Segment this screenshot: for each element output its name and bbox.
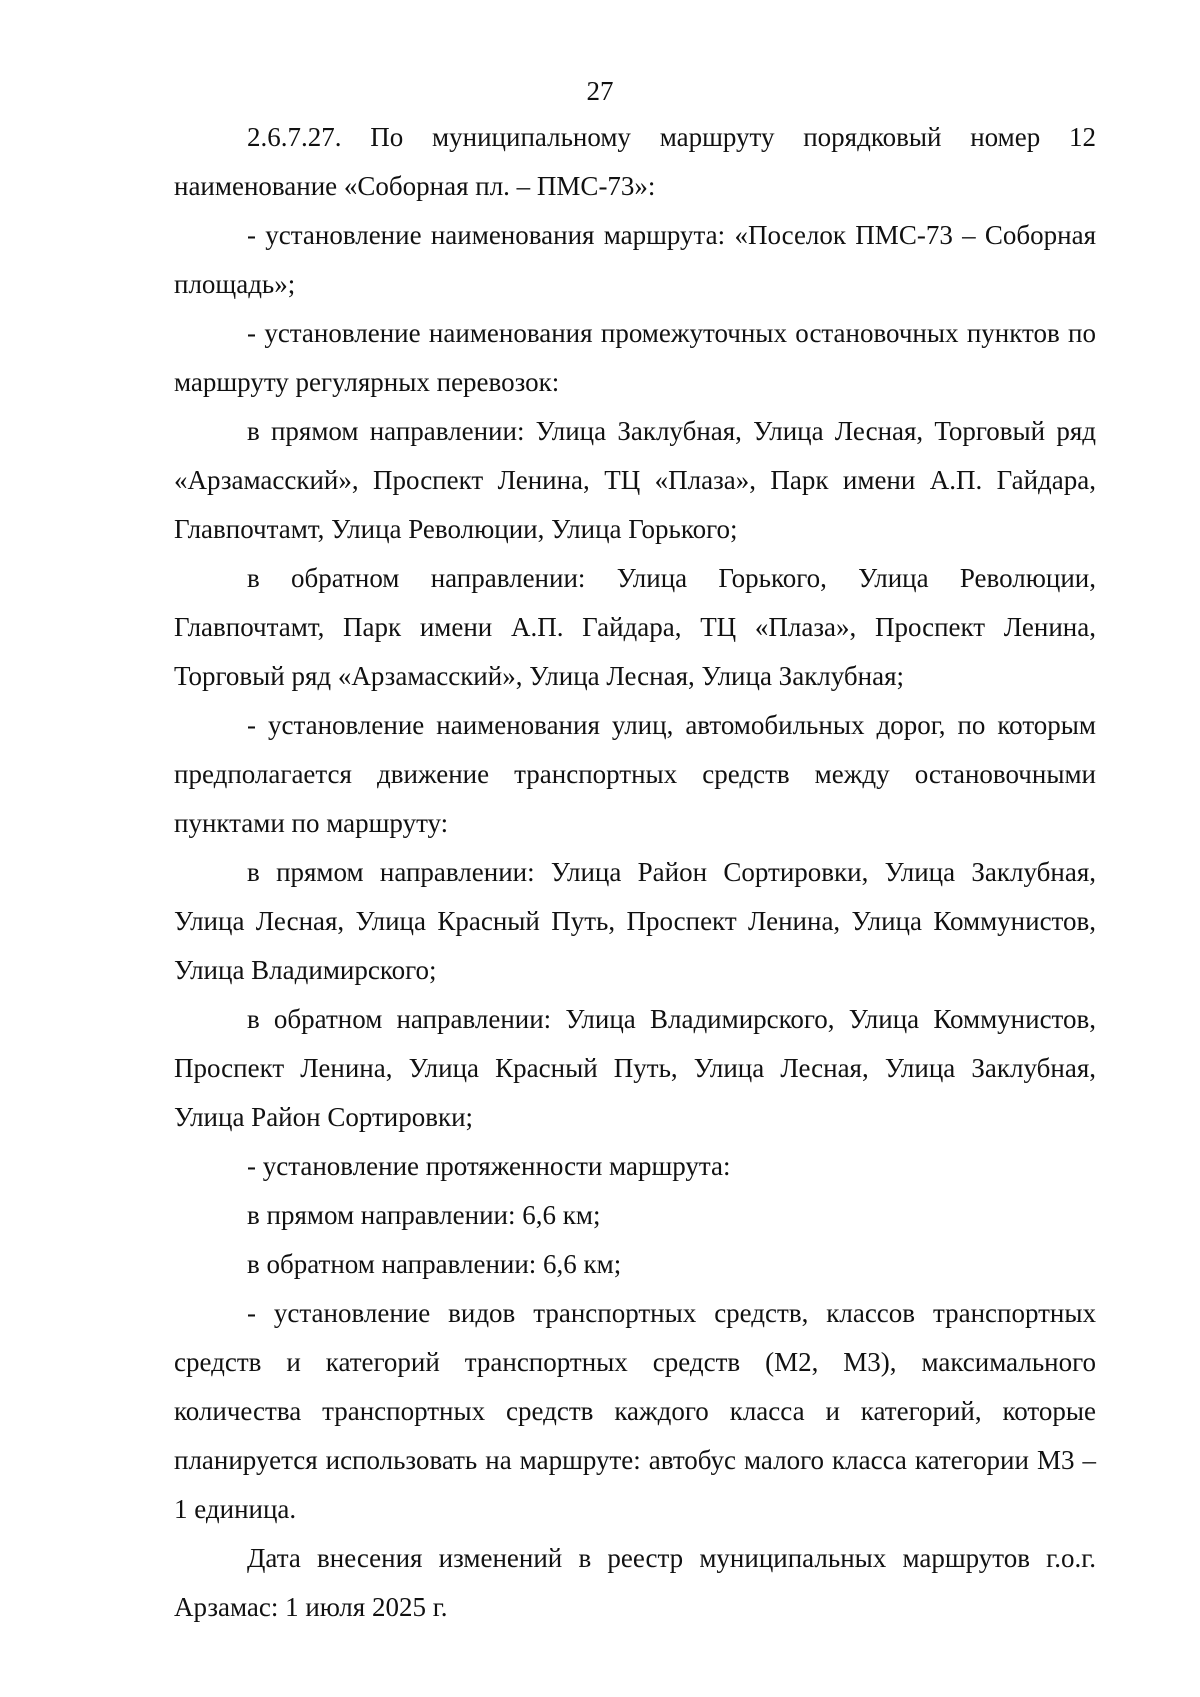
page-number: 27	[586, 76, 614, 106]
paragraph-stops-forward: в прямом направлении: Улица Заклубная, Улица Лесная, Торговый ряд «Арзамасский», Проспект Ленина, ТЦ «Плаза», Парк имени А.П. Гайдара, Главпочтамт, Улица Революции, Улица Горького;	[174, 416, 1096, 544]
paragraph-length-reverse: в обратном направлении: 6,6 км;	[247, 1249, 622, 1279]
paragraph-route-name: - установление наименования маршрута: «Поселок ПМС-73 – Соборная площадь»;	[174, 220, 1096, 299]
document-body	[174, 113, 1096, 1632]
paragraph-stops-reverse: в обратном направлении: Улица Горького, Улица Революции, Главпочтамт, Парк имени А.П. Гайдара, ТЦ «Плаза», Проспект Ленина, Торговый ряд «Арзамасский», Улица Лесная, Улица Заклубная;	[174, 563, 1096, 691]
paragraph-length-intro: - установление протяженности маршрута:	[247, 1151, 731, 1181]
paragraph-stops-intro: - установление наименования промежуточных остановочных пунктов по маршруту регулярных перевозок:	[174, 318, 1096, 397]
paragraph-length-forward: в прямом направлении: 6,6 км;	[247, 1200, 601, 1230]
paragraph-streets-intro: - установление наименования улиц, автомобильных дорог, по которым предполагается движение транспортных средств между остановочными пунктами по маршруту:	[174, 710, 1096, 838]
paragraph-streets-forward: в прямом направлении: Улица Район Сортировки, Улица Заклубная, Улица Лесная, Улица Красный Путь, Проспект Ленина, Улица Коммунистов, Улица Владимирского;	[174, 857, 1096, 985]
paragraph-route-heading: 2.6.7.27. По муниципальному маршруту порядковый номер 12 наименование «Соборная пл. – ПМС-73»:	[174, 122, 1096, 201]
paragraph-registry-date: Дата внесения изменений в реестр муниципальных маршрутов г.о.г. Арзамас: 1 июля 2025 г.	[174, 1543, 1096, 1622]
paragraph-streets-reverse: в обратном направлении: Улица Владимирского, Улица Коммунистов, Проспект Ленина, Улица Красный Путь, Улица Лесная, Улица Заклубная, Улица Район Сортировки;	[174, 1004, 1096, 1132]
paragraph-vehicles: - установление видов транспортных средств, классов транспортных средств и категорий транспортных средств (М2, М3), максимального количества транспортных средств каждого класса и категорий, которые планируется использовать на маршруте: автобус малого класса категории М3 – 1 единица.	[174, 1298, 1096, 1524]
